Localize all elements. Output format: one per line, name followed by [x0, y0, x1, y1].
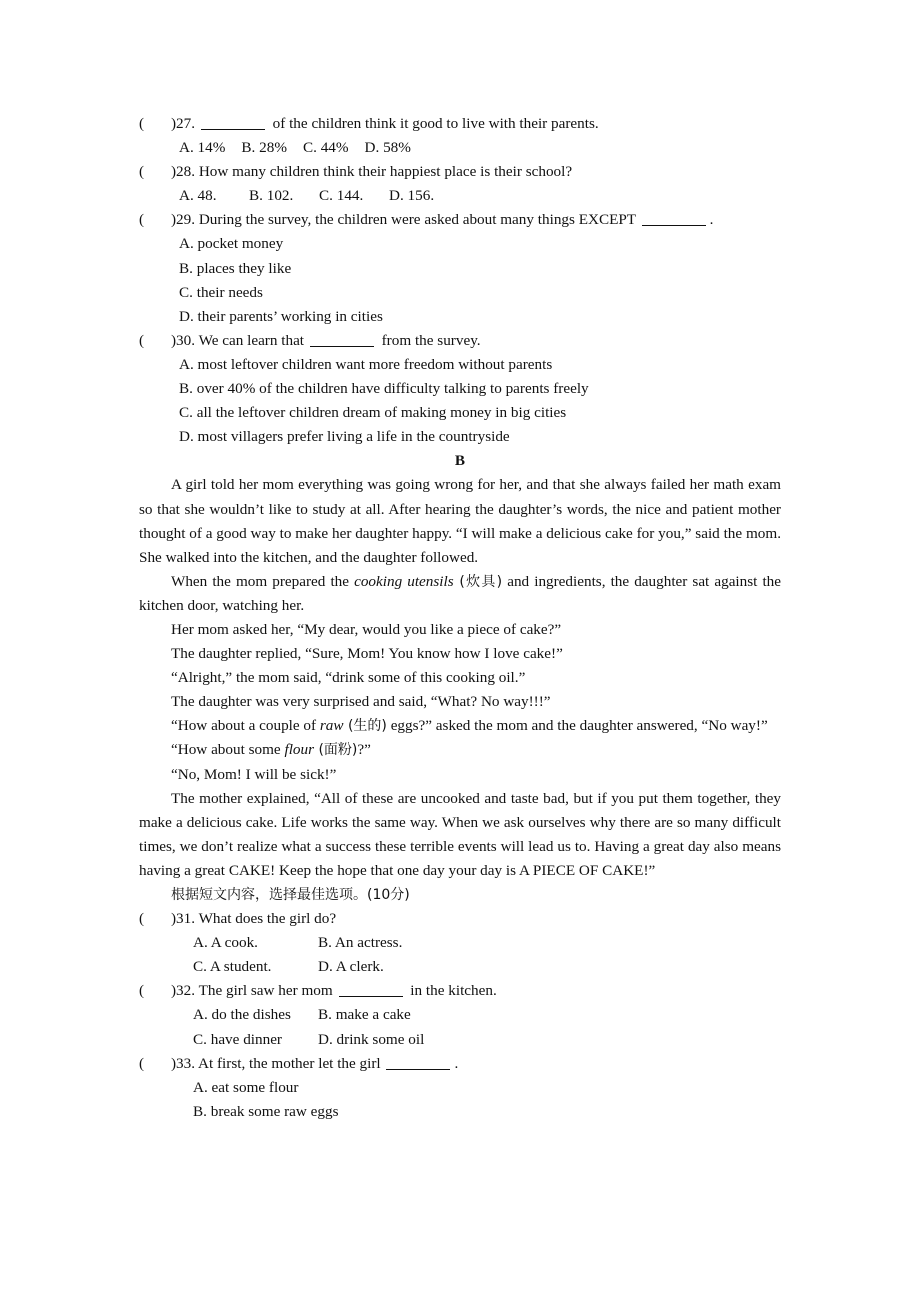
answer-blank	[201, 114, 265, 130]
option: B. 102.	[249, 187, 294, 205]
option: B. make a cake	[318, 1006, 411, 1024]
option: D. 58%	[364, 139, 411, 157]
option: C. A student.	[193, 958, 272, 976]
instruction: 根据短文内容，选择最佳选项。(10分)	[171, 887, 410, 903]
question-number: )28.	[171, 163, 196, 181]
exam-page	[139, 112, 781, 1124]
question-32: ( )32. The girl saw her mom in the kitchen.	[139, 982, 497, 1000]
option: C. their needs	[179, 283, 263, 301]
paragraph: A girl told her mom everything was going wrong for her, and that she always failed her math exam so that she wouldn’t like to study at all. After hearing the daughter’s words, the nice and patient mother thought of a good way to make her daughter happy. “I will make a delicious cake for you,” said the mom. She walked into the kitchen, and the daughter followed.	[139, 476, 781, 566]
question-number: )29.	[171, 211, 196, 229]
option: D. A clerk.	[318, 958, 384, 976]
options-28	[139, 184, 781, 208]
paragraph: Her mom asked her, “My dear, would you like a piece of cake?”	[171, 620, 562, 638]
paragraph: “How about a couple of raw (生的) eggs?” asked the mom and the daughter answered, “No way!”	[171, 717, 768, 735]
answer-blank	[339, 981, 403, 997]
question-number: )33.	[171, 1054, 196, 1072]
section-heading: B	[454, 452, 466, 470]
option: B. places they like	[179, 259, 292, 277]
question-33: ( )33. At first, the mother let the girl .	[139, 1054, 459, 1072]
options-32	[139, 1028, 781, 1052]
reading-passage	[139, 473, 781, 907]
option: A. pocket money	[179, 235, 284, 253]
question-31: ( )31. What does the girl do?	[139, 910, 337, 928]
paragraph: The daughter was very surprised and said, “What? No way!!!”	[171, 693, 551, 711]
option: A. A cook.	[193, 934, 258, 952]
question-number: )32.	[171, 982, 196, 1000]
option: B. break some raw eggs	[193, 1102, 339, 1120]
paragraph: When the mom prepared the cooking utensils (炊具) and ingredients, the daughter sat against the kitchen door, watching her.	[139, 572, 782, 614]
options-31	[139, 931, 781, 955]
paragraph: The mother explained, “All of these are uncooked and taste bad, but if you put them together, they make a delicious cake. Life works the same way. When we ask ourselves why there are so many difficult times, we don’t realize what a success these terrible events will lead us to. Having a great day also means having a great CAKE! Keep the hope that one day your day is A PIECE OF CAKE!”	[139, 789, 781, 879]
answer-blank	[642, 210, 706, 226]
option: A. 48.	[179, 187, 217, 205]
question-number: )30.	[171, 331, 196, 349]
question-text: What does the girl do?	[198, 910, 337, 928]
option: D. 156.	[389, 187, 435, 205]
question-number: )27.	[171, 115, 196, 132]
question-28: ( )28. How many children think their happiest place is their school?	[139, 163, 573, 181]
question-30: ( )30. We can learn that from the survey.	[139, 331, 481, 349]
paragraph: “No, Mom! I will be sick!”	[171, 765, 337, 783]
answer-blank	[386, 1054, 450, 1070]
option: D. their parents’ working in cities	[179, 307, 383, 325]
option: D. drink some oil	[318, 1030, 425, 1048]
option: B. 28%	[241, 139, 287, 157]
question-number: )31.	[171, 910, 196, 928]
option: A. most leftover children want more freedom without parents	[179, 355, 553, 373]
options-27	[139, 136, 781, 160]
option: A. do the dishes	[193, 1006, 291, 1024]
option: C. have dinner	[193, 1030, 282, 1048]
option: A. 14%	[179, 139, 226, 157]
question-text: of the children think it good to live with their parents.	[268, 115, 599, 132]
options-32	[139, 1003, 781, 1027]
options-31	[139, 955, 781, 979]
answer-blank	[310, 331, 374, 347]
paragraph: “How about some flour (面粉)?”	[171, 741, 371, 759]
option: B. An actress.	[318, 934, 403, 952]
option: C. 144.	[319, 187, 364, 205]
option: A. eat some flour	[193, 1078, 299, 1096]
question-27: ( )27. of the children think it good to live with their parents.	[139, 115, 599, 132]
question-text: During the survey, the children were asked about many things EXCEPT	[198, 211, 636, 229]
option: B. over 40% of the children have difficulty talking to parents freely	[179, 380, 589, 398]
option: C. all the leftover children dream of making money in big cities	[179, 404, 567, 422]
paragraph: The daughter replied, “Sure, Mom! You know how I love cake!”	[171, 645, 563, 663]
question-29: ( )29. During the survey, the children were asked about many things EXCEPT .	[139, 211, 714, 229]
option: D. most villagers prefer living a life in the countryside	[179, 428, 510, 446]
question-text: How many children think their happiest place is their school?	[198, 163, 573, 181]
option: C. 44%	[302, 139, 349, 157]
paragraph: “Alright,” the mom said, “drink some of this cooking oil.”	[171, 669, 526, 687]
